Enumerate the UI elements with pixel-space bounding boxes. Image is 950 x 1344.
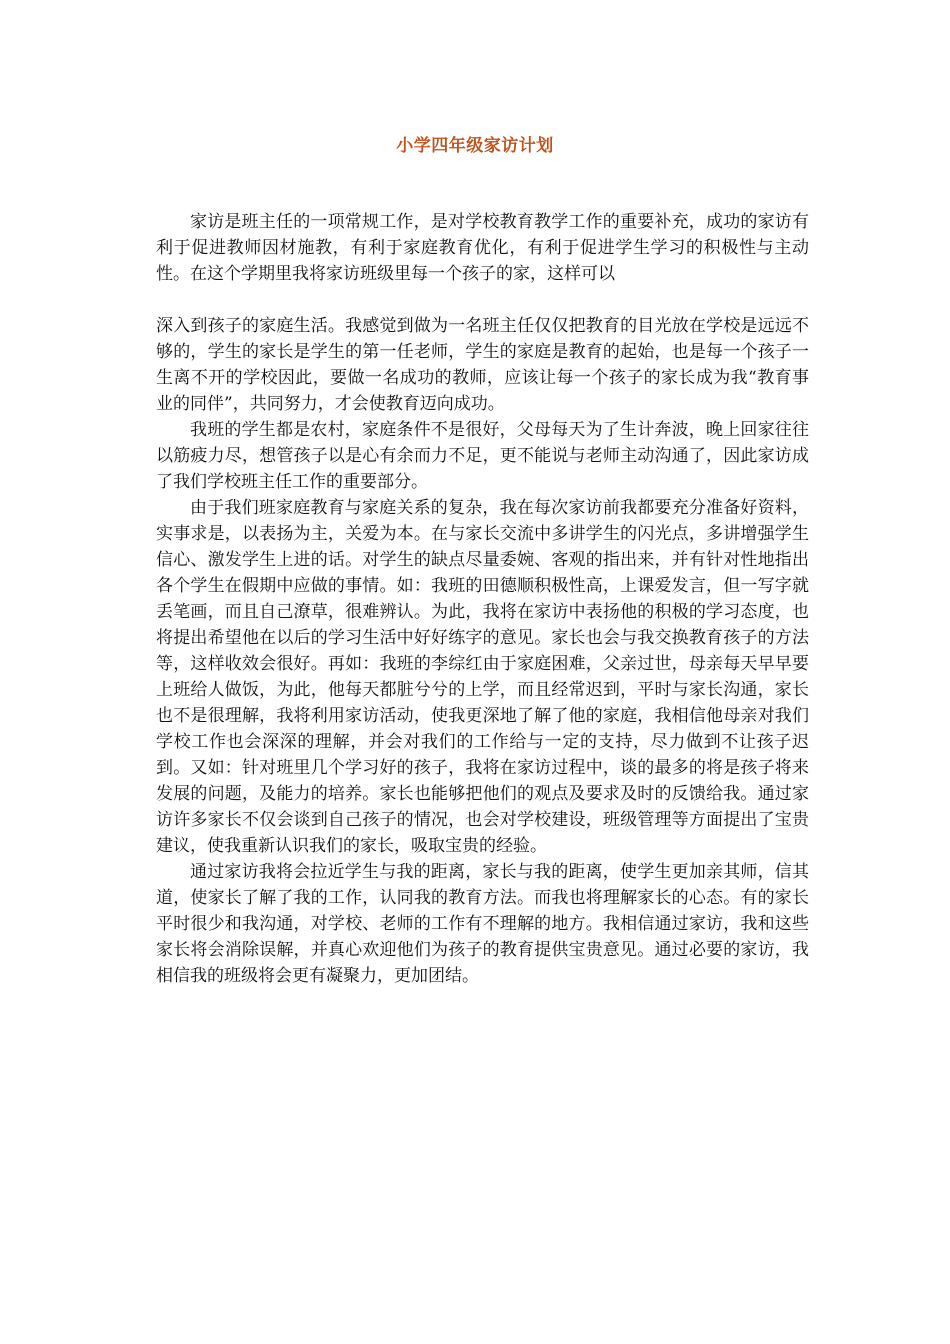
paragraph-conclusion: 通过家访我将会拉近学生与我的距离，家长与我的距离，使学生更加亲其师，信其道，使家长了解了我的工作，认同我的教育方法。而我也将理解家长的心态。有的家长平时很少和我沟通，对学校、老师的工作有不理解的地方。我相信通过家访，我和这些家长将会消除误解，并真心欢迎他们为孩子的教育提供宝贵意见。通过必要的家访，我相信我的班级将会更有凝聚力，更加团结。 (156, 862, 809, 986)
paragraph-method: 由于我们班家庭教育与家庭关系的复杂，我在每次家访前我都要充分准备好资料，实事求是，以表扬为主，关爱为本。在与家长交流中多讲学生的闪光点，多讲增强学生信心、激发学生上进的话。对学生的缺点尽量委婉、客观的指出来，并有针对性地指出各个学生在假期中应做的事情。如：我班的田德顺积极性高，上课爱发言，但一写字就丢笔画，而且自己潦草，很难辨认。为此，我将在家访中表扬他的积极的学习态度，也将提出希望他在以后的学习生活中好好练字的意见。家长也会与我交换教育孩子的方法等，这样收效会很好。再如：我班的李综红由于家庭困难，父亲过世，母亲每天早早要上班给人做饭，为此，他每天都脏兮兮的上学，而且经常迟到，平时与家长沟通，家长也不是很理解，我将利用家访活动，使我更深地了解了他的家庭，我相信他母亲对我们学校工作也会深深的理解，并会对我们的工作给与一定的支持，尽力做到不让孩子迟到。又如：针对班里几个学习好的孩子，我将在家访过程中，谈的最多的将是孩子将来发展的问题，及能力的培养。家长也能够把他们的观点及要求及时的反馈给我。通过家访许多家长不仅会谈到自己孩子的情况，也会对学校建设，班级管理等方面提出了宝贵建议，使我重新认识我们的家长，吸取宝贵的经验。 (156, 498, 809, 856)
document-body-main (156, 313, 809, 989)
document-title: 小学四年级家访计划 (396, 136, 554, 156)
paragraph-intro: 家访是班主任的一项常规工作，是对学校教育教学工作的重要补充，成功的家访有利于促进教师因材施教，有利于家庭教育优化，有利于促进学生学习的积极性与主动性。在这个学期里我将家访班级里每一个孩子的家，这样可以 (156, 212, 809, 284)
document-body-top (156, 209, 809, 287)
paragraph-intro-continued: 深入到孩子的家庭生活。我感觉到做为一名班主任仅仅把教育的目光放在学校是远远不够的，学生的家长是学生的第一任老师，学生的家庭是教育的起始，也是每一个孩子一生离不开的学校因此，要做一名成功的教师，应该让每一个孩子的家长成为我“教育事业的同伴”，共同努力，才会使教育迈向成功。 (156, 316, 809, 414)
paragraph-background: 我班的学生都是农村，家庭条件不是很好，父母每天为了生计奔波，晚上回家往往以筋疲力尽，想管孩子以是心有余而力不足，更不能说与老师主动沟通了，因此家访成了我们学校班主任工作的重要部分。 (156, 420, 809, 492)
